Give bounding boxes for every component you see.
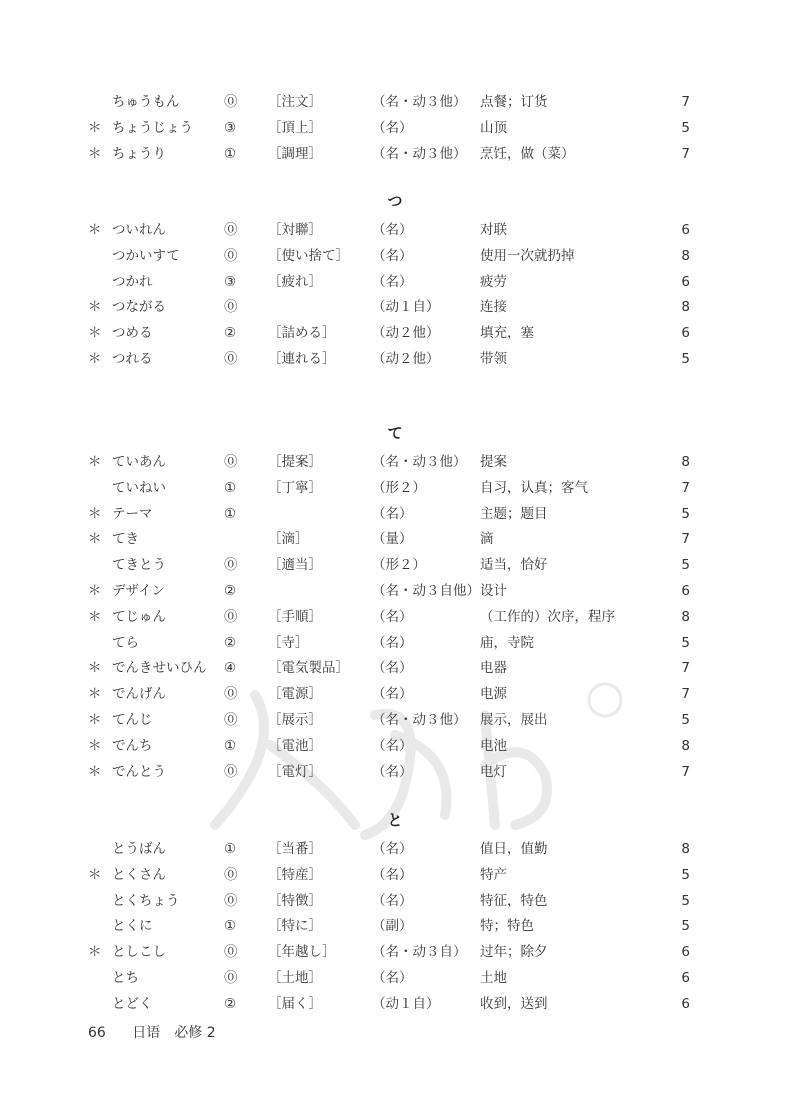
vocab-entry	[0, 630, 800, 656]
lesson-number: 8	[681, 454, 690, 470]
vocab-entry	[0, 888, 800, 914]
star-mark: ＊	[88, 119, 102, 136]
accent-mark: ⓪	[224, 608, 238, 625]
word-kanji: ［届く］	[268, 995, 322, 1012]
part-of-speech: （名）	[372, 634, 413, 651]
word-kanji: ［電源］	[268, 686, 322, 703]
lesson-number: 6	[681, 325, 690, 342]
accent-mark: ①	[224, 505, 237, 522]
word-kanji: ［特に］	[268, 918, 322, 935]
word-kana: デザイン	[112, 583, 166, 599]
vocab-entry	[0, 475, 800, 501]
part-of-speech: （名）	[372, 608, 413, 625]
lesson-number: 5	[681, 918, 690, 935]
accent-mark: ④	[224, 660, 237, 677]
accent-mark: ⓪	[224, 944, 238, 961]
word-kana: ついれん	[112, 222, 166, 238]
accent-mark: ①	[224, 479, 237, 496]
word-meaning: 收到，送到	[480, 995, 548, 1012]
star-mark: ＊	[88, 299, 102, 316]
lesson-number: 6	[681, 583, 690, 599]
watermark-logo	[195, 675, 645, 845]
word-kana: とち	[112, 970, 139, 986]
vocab-entry	[0, 243, 800, 269]
vocab-entry	[0, 913, 800, 939]
accent-mark: ⓪	[224, 763, 238, 780]
accent-mark: ⓪	[224, 686, 238, 703]
section-heading: つ	[387, 192, 403, 210]
part-of-speech: （副）	[372, 918, 413, 935]
word-meaning: 特征，特色	[480, 892, 548, 909]
word-kana: でんきせいひん	[112, 660, 207, 677]
part-of-speech: （名）	[372, 119, 413, 136]
word-meaning: 带领	[480, 351, 507, 367]
word-kana: としこし	[112, 944, 166, 961]
word-kanji: ［頂上］	[268, 119, 322, 136]
word-kana: つめる	[112, 325, 153, 342]
word-meaning: 对联	[480, 222, 507, 238]
word-kana: でんとう	[112, 763, 166, 780]
vocab-entry	[0, 991, 800, 1017]
word-kanji: ［連れる］	[268, 351, 336, 367]
accent-mark: ③	[224, 119, 237, 136]
lesson-number: 6	[681, 273, 690, 290]
accent-mark: ①	[224, 918, 237, 935]
word-kanji: ［詰める］	[268, 325, 336, 342]
word-kana: とうばん	[112, 841, 166, 857]
word-kana: ちょうじょう	[112, 119, 193, 136]
word-meaning: 主题；题目	[480, 505, 548, 522]
word-kanji: ［電灯］	[268, 763, 322, 780]
section-heading: と	[387, 811, 403, 829]
star-mark: ＊	[88, 454, 102, 470]
part-of-speech: （动２他）	[372, 325, 440, 342]
accent-mark: ①	[224, 841, 237, 857]
part-of-speech: （名）	[372, 273, 413, 290]
part-of-speech: （名・动３自）	[372, 944, 467, 961]
part-of-speech: （名）	[372, 763, 413, 780]
word-meaning: 滴	[480, 531, 494, 548]
word-meaning: 展示，展出	[480, 712, 548, 728]
lesson-number: 5	[681, 557, 690, 574]
word-meaning: 特产	[480, 866, 507, 883]
accent-mark: ⓪	[224, 892, 238, 909]
accent-mark: ①	[224, 145, 237, 162]
accent-mark: ⓪	[224, 866, 238, 883]
word-meaning: 连接	[480, 299, 507, 316]
book-title: 日语 必修 2	[132, 1025, 216, 1041]
word-kana: ちょうり	[112, 145, 166, 162]
star-mark: ＊	[88, 351, 102, 367]
word-meaning: （工作的）次序，程序	[480, 608, 615, 625]
accent-mark: ⓪	[224, 247, 238, 264]
word-meaning: 山顶	[480, 119, 507, 136]
part-of-speech: （名）	[372, 737, 413, 754]
lesson-number: 8	[681, 247, 690, 264]
word-meaning: 自习，认真；客气	[480, 479, 588, 496]
vocab-entry	[0, 346, 800, 372]
lesson-number: 8	[681, 299, 690, 316]
word-meaning: 庙，寺院	[480, 634, 534, 651]
lesson-number: 8	[681, 737, 690, 754]
word-kana: ていあん	[112, 454, 166, 470]
vocab-entry	[0, 604, 800, 630]
lesson-number: 6	[681, 944, 690, 961]
part-of-speech: （名・动３他）	[372, 145, 467, 162]
lesson-number: 7	[681, 686, 690, 703]
accent-mark: ⓪	[224, 970, 238, 986]
vocab-entry	[0, 89, 800, 115]
page-number: 66	[88, 1025, 106, 1041]
lesson-number: 5	[681, 505, 690, 522]
star-mark: ＊	[88, 866, 102, 883]
word-kanji: ［特産］	[268, 866, 322, 883]
word-kana: てじゅん	[112, 608, 166, 625]
word-kanji: ［特徴］	[268, 892, 322, 909]
star-mark: ＊	[88, 583, 102, 599]
lesson-number: 7	[681, 145, 690, 162]
word-meaning: 适当，恰好	[480, 557, 548, 574]
word-kana: とくちょう	[112, 892, 180, 909]
accent-mark: ②	[224, 634, 237, 651]
part-of-speech: （名・动３自他）	[372, 583, 480, 599]
part-of-speech: （名）	[372, 247, 413, 264]
lesson-number: 8	[681, 608, 690, 625]
lesson-number: 6	[681, 222, 690, 238]
word-kanji: ［使い捨て］	[268, 247, 349, 264]
word-kana: てんじ	[112, 712, 153, 728]
part-of-speech: （名）	[372, 222, 413, 238]
accent-mark: ②	[224, 583, 237, 599]
lesson-number: 7	[681, 660, 690, 677]
star-mark: ＊	[88, 686, 102, 703]
word-kana: テーマ	[112, 505, 153, 522]
word-meaning: 填充，塞	[480, 325, 534, 342]
lesson-number: 5	[681, 119, 690, 136]
star-mark: ＊	[88, 763, 102, 780]
word-meaning: 电器	[480, 660, 507, 677]
star-mark: ＊	[88, 222, 102, 238]
lesson-number: 7	[681, 94, 690, 110]
lesson-number: 5	[681, 351, 690, 367]
accent-mark: ⓪	[224, 454, 238, 470]
star-mark: ＊	[88, 712, 102, 728]
vocab-entry	[0, 141, 800, 167]
star-mark: ＊	[88, 325, 102, 342]
word-meaning: 使用一次就扔掉	[480, 247, 575, 264]
accent-mark: ⓪	[224, 557, 238, 574]
vocab-entry	[0, 526, 800, 552]
part-of-speech: （名・动３他）	[372, 712, 467, 728]
lesson-number: 6	[681, 995, 690, 1012]
vocab-entry	[0, 294, 800, 320]
word-kana: でんち	[112, 737, 153, 754]
word-kanji: ［当番］	[268, 841, 322, 857]
word-kana: てき	[112, 531, 139, 548]
word-kanji: ［手順］	[268, 608, 322, 625]
part-of-speech: （名）	[372, 841, 413, 857]
vocab-entry	[0, 501, 800, 527]
vocab-entry	[0, 269, 800, 295]
lesson-number: 7	[681, 479, 690, 496]
word-meaning: 值日，值勤	[480, 841, 548, 857]
part-of-speech: （名）	[372, 660, 413, 677]
word-kana: つかいすて	[112, 247, 180, 264]
star-mark: ＊	[88, 505, 102, 522]
accent-mark: ②	[224, 995, 237, 1012]
part-of-speech: （动１自）	[372, 299, 440, 316]
word-kanji: ［展示］	[268, 712, 322, 728]
lesson-number: 5	[681, 634, 690, 651]
part-of-speech: （形２）	[372, 557, 426, 574]
word-kanji: ［滴］	[268, 531, 309, 548]
star-mark: ＊	[88, 944, 102, 961]
word-kanji: ［寺］	[268, 634, 309, 651]
vocab-entry	[0, 552, 800, 578]
section-heading: て	[387, 424, 403, 442]
lesson-number: 6	[681, 970, 690, 986]
word-kanji: ［年越し］	[268, 944, 336, 961]
part-of-speech: （名・动３他）	[372, 94, 467, 110]
word-meaning: 电灯	[480, 763, 507, 780]
word-kanji: ［提案］	[268, 454, 322, 470]
word-kana: つながる	[112, 299, 166, 316]
word-kana: ていねい	[112, 479, 166, 496]
word-kanji: ［土地］	[268, 970, 322, 986]
vocab-entry	[0, 578, 800, 604]
word-meaning: 土地	[480, 970, 507, 986]
lesson-number: 7	[681, 763, 690, 780]
vocab-entry	[0, 449, 800, 475]
part-of-speech: （形２）	[372, 479, 426, 496]
word-meaning: 特；特色	[480, 918, 534, 935]
word-kana: つれる	[112, 351, 153, 367]
star-mark: ＊	[88, 737, 102, 754]
part-of-speech: （名・动３他）	[372, 454, 467, 470]
word-meaning: 电源	[480, 686, 507, 703]
word-kana: とくさん	[112, 866, 166, 883]
word-kana: てきとう	[112, 557, 166, 574]
word-kanji: ［電気製品］	[268, 660, 349, 677]
vocab-entry	[0, 320, 800, 346]
word-kanji: ［疲れ］	[268, 273, 322, 290]
accent-mark: ②	[224, 325, 237, 342]
part-of-speech: （名）	[372, 970, 413, 986]
word-kanji: ［適当］	[268, 557, 322, 574]
word-kana: とくに	[112, 918, 153, 935]
accent-mark: ⓪	[224, 351, 238, 367]
star-mark: ＊	[88, 531, 102, 548]
word-kanji: ［調理］	[268, 145, 322, 162]
lesson-number: 8	[681, 841, 690, 857]
word-kanji: ［対聯］	[268, 222, 322, 238]
word-kanji: ［注文］	[268, 94, 322, 110]
accent-mark: ⓪	[224, 712, 238, 728]
vocab-entry	[0, 217, 800, 243]
vocab-entry	[0, 115, 800, 141]
word-kana: つかれ	[112, 273, 153, 290]
vocab-entry	[0, 965, 800, 991]
part-of-speech: （名）	[372, 686, 413, 703]
vocab-entry	[0, 862, 800, 888]
part-of-speech: （量）	[372, 531, 413, 548]
word-meaning: 设计	[480, 583, 507, 599]
word-kana: てら	[112, 634, 139, 651]
page-footer	[88, 1022, 216, 1042]
word-kana: ちゅうもん	[112, 94, 180, 110]
word-kana: とどく	[112, 995, 153, 1012]
part-of-speech: （名）	[372, 866, 413, 883]
vocab-entry	[0, 939, 800, 965]
part-of-speech: （动１自）	[372, 995, 440, 1012]
accent-mark: ⓪	[224, 94, 238, 110]
star-mark: ＊	[88, 608, 102, 625]
lesson-number: 5	[681, 712, 690, 728]
word-meaning: 提案	[480, 454, 507, 470]
word-meaning: 过年；除夕	[480, 944, 548, 961]
star-mark: ＊	[88, 145, 102, 162]
part-of-speech: （名）	[372, 505, 413, 522]
lesson-number: 5	[681, 892, 690, 909]
star-mark: ＊	[88, 660, 102, 677]
accent-mark: ⓪	[224, 299, 238, 316]
word-meaning: 疲劳	[480, 273, 507, 290]
word-kana: でんげん	[112, 686, 166, 703]
part-of-speech: （动２他）	[372, 351, 440, 367]
word-kanji: ［丁寧］	[268, 479, 322, 496]
word-meaning: 电池	[480, 737, 507, 754]
accent-mark: ①	[224, 737, 237, 754]
accent-mark: ⓪	[224, 222, 238, 238]
word-meaning: 烹饪，做（菜）	[480, 145, 575, 162]
part-of-speech: （名）	[372, 892, 413, 909]
accent-mark: ③	[224, 273, 237, 290]
word-kanji: ［電池］	[268, 737, 322, 754]
lesson-number: 7	[681, 531, 690, 548]
lesson-number: 5	[681, 866, 690, 883]
word-meaning: 点餐；订货	[480, 94, 548, 110]
